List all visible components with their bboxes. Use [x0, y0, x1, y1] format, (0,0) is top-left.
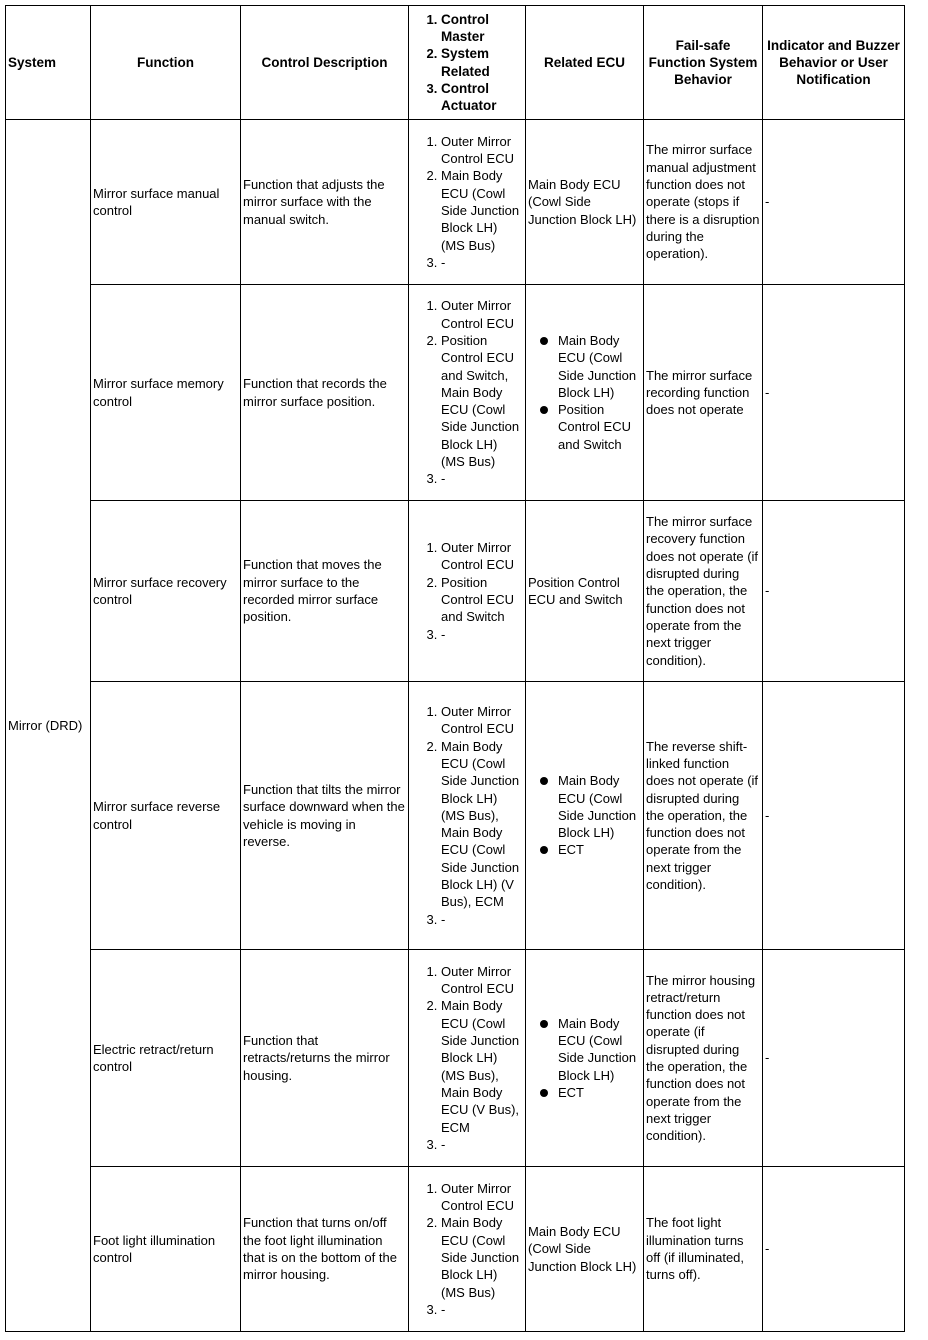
failsafe-cell: The reverse shift-linked function does not operate (if disrupted during the operation, the function does not operate from the next trigger condition). — [644, 682, 763, 950]
indicator-cell: - — [763, 285, 905, 501]
control-related: 2. Main Body ECU (Cowl Side Junction Block LH) (MS Bus), Main Body ECU (Cowl Side Junction Block LH) (V Bus), ECM — [441, 738, 523, 911]
function-cell: Foot light illumination control — [91, 1167, 241, 1332]
function-cell: Mirror surface recovery control — [91, 501, 241, 682]
function-cell: Electric retract/return control — [91, 950, 241, 1167]
description-cell: Function that tilts the mirror surface downward when the vehicle is moving in reverse. — [241, 682, 409, 950]
related-ecu-item: Main Body ECU (Cowl Side Junction Block LH) — [558, 1015, 641, 1084]
indicator-cell: - — [763, 950, 905, 1167]
function-cell: Mirror surface reverse control — [91, 682, 241, 950]
control-related: 2. Main Body ECU (Cowl Side Junction Block LH) (MS Bus) — [441, 167, 523, 253]
function-cell: Mirror surface memory control — [91, 285, 241, 501]
related-ecu-cell: Position Control ECU and Switch — [526, 501, 644, 682]
header-control-description: Control Description — [241, 6, 409, 120]
description-cell: Function that records the mirror surface position. — [241, 285, 409, 501]
control-actuator: 3. - — [441, 470, 523, 487]
control-actuator: 3. - — [441, 1136, 523, 1153]
header-related-ecu: Related ECU — [526, 6, 644, 120]
failsafe-cell: The mirror surface recording function does not operate — [644, 285, 763, 501]
indicator-cell: - — [763, 120, 905, 285]
failsafe-cell: The mirror surface manual adjustment function does not operate (stops if there is a disruption during the operation). — [644, 120, 763, 285]
header-role-actuator: 3. Control Actuator — [441, 80, 523, 115]
related-ecu-item: Main Body ECU (Cowl Side Junction Block LH) — [558, 772, 641, 841]
table-row — [6, 950, 905, 1167]
indicator-cell: - — [763, 682, 905, 950]
controls-cell — [409, 501, 526, 682]
related-ecu-cell — [526, 950, 644, 1167]
header-row — [6, 6, 905, 120]
header-role-master: 1. Control Master — [441, 11, 523, 46]
related-ecu-cell — [526, 682, 644, 950]
table-row — [6, 1167, 905, 1332]
header-role-related: 2. System Related — [441, 45, 523, 80]
controls-cell — [409, 120, 526, 285]
related-ecu-cell: Main Body ECU (Cowl Side Junction Block LH) — [526, 120, 644, 285]
header-system: System — [6, 6, 91, 120]
description-cell: Function that moves the mirror surface to the recorded mirror surface position. — [241, 501, 409, 682]
system-cell: Mirror (DRD) — [6, 120, 91, 1332]
header-control-roles — [409, 6, 526, 120]
indicator-cell: - — [763, 1167, 905, 1332]
control-related: 2. Main Body ECU (Cowl Side Junction Block LH) (MS Bus), Main Body ECU (V Bus), ECM — [441, 997, 523, 1135]
control-actuator: 3. - — [441, 1301, 523, 1318]
control-actuator: 3. - — [441, 254, 523, 271]
controls-cell — [409, 1167, 526, 1332]
header-function: Function — [91, 6, 241, 120]
table-row — [6, 285, 905, 501]
description-cell: Function that adjusts the mirror surface with the manual switch. — [241, 120, 409, 285]
description-cell: Function that retracts/returns the mirror housing. — [241, 950, 409, 1167]
control-actuator: 3. - — [441, 911, 523, 928]
description-cell: Function that turns on/off the foot light illumination that is on the bottom of the mirror housing. — [241, 1167, 409, 1332]
related-ecu-item: Main Body ECU (Cowl Side Junction Block LH) — [558, 332, 641, 401]
control-master: 1. Outer Mirror Control ECU — [441, 539, 523, 574]
related-ecu-item: ECT — [558, 841, 641, 858]
header-indicator: Indicator and Buzzer Behavior or User Notification — [763, 6, 905, 120]
related-ecu-item: ECT — [558, 1084, 641, 1101]
control-master: 1. Outer Mirror Control ECU — [441, 133, 523, 168]
failsafe-cell: The foot light illumination turns off (if illuminated, turns off). — [644, 1167, 763, 1332]
control-master: 1. Outer Mirror Control ECU — [441, 297, 523, 332]
controls-cell — [409, 950, 526, 1167]
header-failsafe: Fail-safe Function System Behavior — [644, 6, 763, 120]
control-master: 1. Outer Mirror Control ECU — [441, 703, 523, 738]
table-row — [6, 120, 905, 285]
related-ecu-item: Position Control ECU and Switch — [558, 401, 641, 453]
failsafe-cell: The mirror surface recovery function does not operate (if disrupted during the operation, the function does not operate from the next trigger condition). — [644, 501, 763, 682]
control-master: 1. Outer Mirror Control ECU — [441, 963, 523, 998]
table-row — [6, 501, 905, 682]
related-ecu-cell: Main Body ECU (Cowl Side Junction Block LH) — [526, 1167, 644, 1332]
control-actuator: 3. - — [441, 626, 523, 643]
failsafe-cell: The mirror housing retract/return function does not operate (if disrupted during the operation, the function does not operate from the next trigger condition). — [644, 950, 763, 1167]
related-ecu-cell — [526, 285, 644, 501]
control-related: 2. Main Body ECU (Cowl Side Junction Block LH) (MS Bus) — [441, 1214, 523, 1300]
control-related: 2. Position Control ECU and Switch, Main Body ECU (Cowl Side Junction Block LH) (MS Bus) — [441, 332, 523, 470]
spec-table — [5, 5, 905, 1332]
controls-cell — [409, 682, 526, 950]
control-master: 1. Outer Mirror Control ECU — [441, 1180, 523, 1215]
indicator-cell: - — [763, 501, 905, 682]
table-row — [6, 682, 905, 950]
controls-cell — [409, 285, 526, 501]
function-cell: Mirror surface manual control — [91, 120, 241, 285]
control-related: 2. Position Control ECU and Switch — [441, 574, 523, 626]
